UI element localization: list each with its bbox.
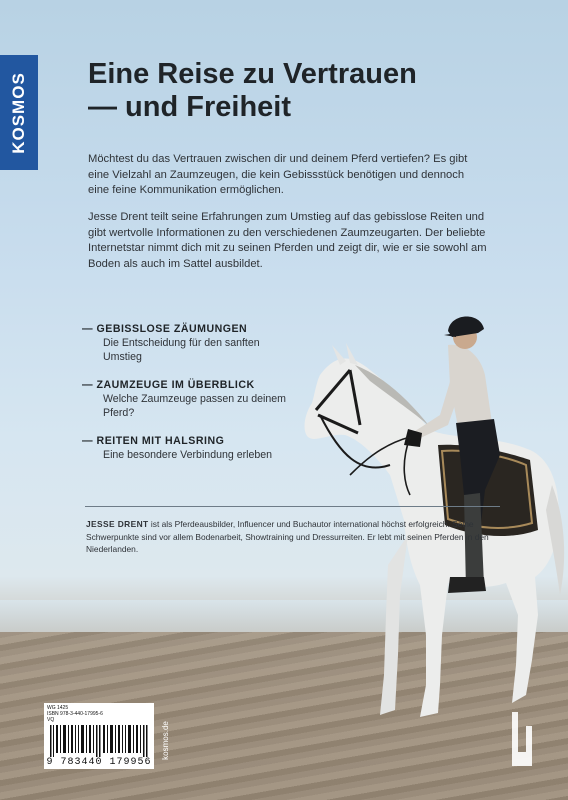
feature-item <box>82 322 292 364</box>
divider <box>85 506 500 507</box>
feature-heading: — REITEN MIT HALSRING <box>82 435 225 447</box>
page-title <box>88 58 508 124</box>
author-name: JESSE DRENT <box>86 519 149 529</box>
feature-text: Welche Zaumzeuge passen zu deinem Pferd? <box>103 393 286 419</box>
feature-item <box>82 378 292 420</box>
brand-label: KOSMOS <box>9 71 28 154</box>
feature-heading: — ZAUMZEUGE IM ÜBERBLICK <box>82 379 255 391</box>
wg-code: WG 1425 <box>47 705 69 711</box>
feature-text: Eine besondere Verbindung erleben <box>103 449 273 461</box>
feature-item <box>82 434 292 462</box>
isbn: ISBN 978-3-440-17995-6 <box>47 711 103 717</box>
barcode-bars <box>50 725 150 757</box>
feature-text: Die Entscheidung für den sanften Umstieg <box>103 337 260 363</box>
description-paragraph: Jesse Drent teilt seine Erfahrungen zum Umstieg auf das gebisslose Reiten und gibt wertvolle Informationen zu den verschiedenen Zaumzeugarten. Der beliebte Internetstar nimmt dich mit zu seinen Pferden und zeigt dir, wie er sie sowohl am Boden als auch im Sattel ausbildet. <box>88 211 487 270</box>
intro-paragraph: Möchtest du das Vertrauen zwischen dir und deinem Pferd vertiefen? Es gibt eine Vielzahl an Zaumzeugen, die kein Gebissstück benötigen und dennoch eine feine Kommunikation ermöglichen. <box>88 153 468 196</box>
publisher-mark-icon <box>506 712 538 766</box>
title-line-2: — und Freiheit <box>88 91 291 123</box>
barcode-label <box>44 703 154 769</box>
author-bio-text: ist als Pferdeausbilder, Influencer und Buchautor international höchst erfolgreich. Seine Schwerpunkte sind vor allem Bodenarbeit, Showtraining und Dressurreiten. Er lebt mit seinen Pferden in den Niederlanden. <box>86 519 489 554</box>
kosmos-logo <box>0 55 38 170</box>
barcode-number: 9 783440 179956 <box>46 757 152 768</box>
title-line-1: Eine Reise zu Vertrauen <box>88 58 417 90</box>
author-bio <box>86 518 506 556</box>
vq-code: VQ <box>47 717 55 723</box>
website-url: kosmos.de <box>160 721 170 760</box>
feature-heading: — GEBISSLOSE ZÄUMUNGEN <box>82 323 248 335</box>
